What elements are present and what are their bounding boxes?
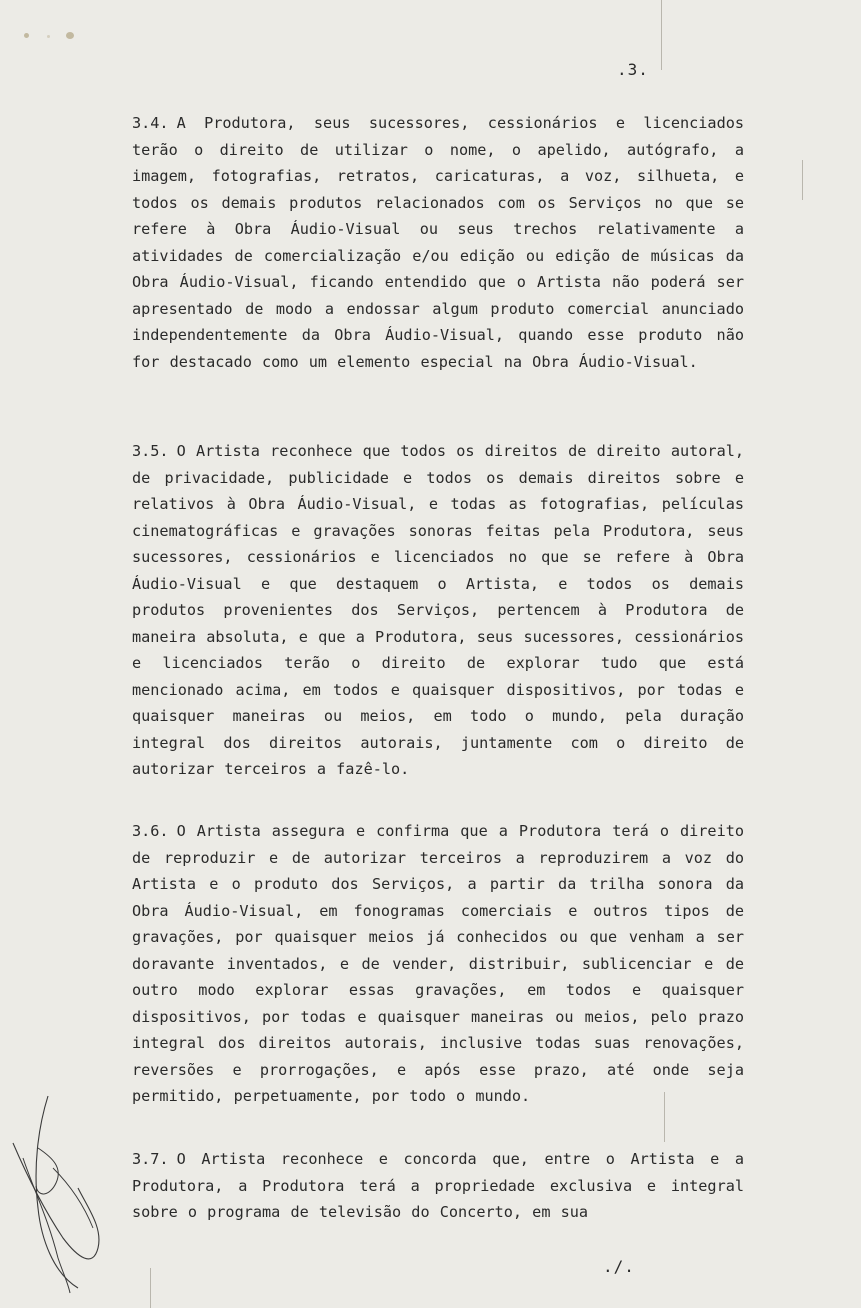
paragraph-number: 3.4. — [132, 114, 169, 132]
paragraph-text: O Artista reconhece e concorda que, entre o Artista e a Produtora, a Produtora terá a propriedade exclusiva e integral sobre o programa de televisão do Concerto, em sua — [132, 1150, 744, 1221]
paragraph-number: 3.5. — [132, 442, 169, 460]
stain-mark — [47, 35, 50, 38]
paragraph-3-5 — [132, 438, 744, 783]
paragraph-3-7 — [132, 1146, 744, 1226]
paragraph-number: 3.6. — [132, 822, 169, 840]
page-edge-line — [802, 160, 803, 200]
stain-mark — [24, 33, 29, 38]
page-edge-line — [150, 1268, 151, 1308]
stain-mark — [66, 32, 74, 39]
paragraph-number: 3.7. — [132, 1150, 169, 1168]
continuation-mark: ./. — [603, 1257, 635, 1276]
handwritten-signature — [8, 1088, 108, 1298]
paragraph-text: O Artista reconhece que todos os direitos de direito autoral, de privacidade, publicidade e todos os demais direitos sobre e relativos à Obra Áudio-Visual, e todas as fotografias, películas cinematográficas e gravações sonoras feitas pela Produtora, seus sucessores, cessionários e licenciados no que se refere à Obra Áudio-Visual e que destaquem o Artista, e todos os demais produtos provenientes dos Serviços, pertencem à Produtora de maneira absoluta, e que a Produtora, seus sucessores, cessionários e licenciados terão o direito de explorar tudo que está mencionado acima, em todos e quaisquer dispositivos, por todas e quaisquer maneiras ou meios, em todo o mundo, pela duração integral dos direitos autorais, juntamente com o direito de autorizar terceiros a fazê-lo. — [132, 442, 744, 778]
paragraph-text: A Produtora, seus sucessores, cessionários e licenciados terão o direito de utilizar o nome, o apelido, autógrafo, a imagem, fotografias, retratos, caricaturas, a voz, silhueta, e todos os demais produtos relacionados com os Serviços no que se refere à Obra Áudio-Visual ou seus trechos relativamente a atividades de comercialização e/ou edição ou edição de músicas da Obra Áudio-Visual, ficando entendido que o Artista não poderá ser apresentado de modo a endossar algum produto comercial anunciado independentemente da Obra Áudio-Visual, quando esse produto não for destacado como um elemento especial na Obra Áudio-Visual. — [132, 114, 744, 371]
page-edge-line — [661, 0, 662, 70]
paragraph-3-6 — [132, 818, 744, 1110]
paragraph-3-4 — [132, 110, 744, 375]
page-number: .3. — [617, 60, 649, 79]
paragraph-text: O Artista assegura e confirma que a Produtora terá o direito de reproduzir e de autorizar terceiros a reproduzirem a voz do Artista e o produto dos Serviços, a partir da trilha sonora da Obra Áudio-Visual, em fonogramas comerciais e outros tipos de gravações, por quaisquer meios já conhecidos ou que venham a ser doravante inventados, e de vender, distribuir, sublicenciar e de outro modo explorar essas gravações, em todos e quaisquer dispositivos, por todas e quaisquer maneiras ou meios, pelo prazo integral dos direitos autorais, inclusive todas suas renovações, reversões e prorrogações, e após esse prazo, até onde seja permitido, perpetuamente, por todo o mundo. — [132, 822, 744, 1105]
